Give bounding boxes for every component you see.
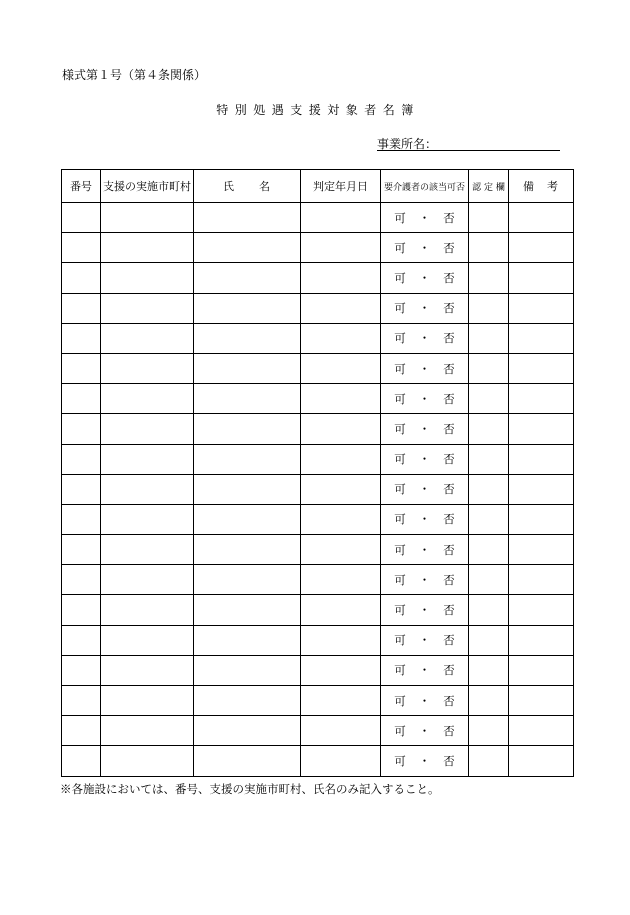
- cell-municipality[interactable]: [101, 686, 194, 716]
- cell-municipality[interactable]: [101, 625, 194, 655]
- table-row: [62, 384, 574, 414]
- office-name-label: 事業所名：: [377, 137, 438, 151]
- cell-number[interactable]: [62, 233, 101, 263]
- footnote: ※各施設においては、番号、支援の実施市町村、氏名のみ記入すること。: [60, 782, 440, 796]
- cell-municipality[interactable]: [101, 323, 194, 353]
- table-row: [62, 414, 574, 444]
- cell-approval[interactable]: [469, 384, 509, 414]
- cell-care-eligibility[interactable]: [381, 504, 469, 534]
- option-separator: ・: [418, 512, 431, 527]
- cell-approval[interactable]: [469, 595, 509, 625]
- cell-name[interactable]: [194, 625, 301, 655]
- cell-name[interactable]: [194, 716, 301, 746]
- option-no[interactable]: 否: [443, 723, 455, 738]
- option-no[interactable]: 否: [443, 512, 455, 527]
- cell-remarks[interactable]: [509, 504, 574, 534]
- col-header-remarks: 備 考: [509, 170, 574, 203]
- cell-date[interactable]: [301, 444, 381, 474]
- option-separator: ・: [418, 753, 431, 768]
- cell-number[interactable]: [62, 474, 101, 504]
- option-yes[interactable]: 可: [394, 663, 406, 678]
- cell-date[interactable]: [301, 595, 381, 625]
- option-no[interactable]: 否: [443, 572, 455, 587]
- option-no[interactable]: 否: [443, 391, 455, 406]
- option-separator: ・: [418, 723, 431, 738]
- cell-approval[interactable]: [469, 414, 509, 444]
- cell-care-eligibility[interactable]: [381, 353, 469, 383]
- cell-number[interactable]: [62, 746, 101, 776]
- cell-municipality[interactable]: [101, 474, 194, 504]
- cell-name[interactable]: [194, 384, 301, 414]
- table-row: [62, 323, 574, 353]
- col-header-judgement-date: 判定年月日: [301, 170, 381, 203]
- cell-municipality[interactable]: [101, 414, 194, 444]
- option-no[interactable]: 否: [443, 301, 455, 316]
- cell-approval[interactable]: [469, 504, 509, 534]
- table-row: [62, 263, 574, 293]
- cell-date[interactable]: [301, 323, 381, 353]
- table-row: [62, 504, 574, 534]
- cell-remarks[interactable]: [509, 625, 574, 655]
- option-separator: ・: [418, 633, 431, 648]
- cell-date[interactable]: [301, 625, 381, 655]
- form-number: 様式第１号（第４条関係）: [62, 68, 207, 82]
- cell-remarks[interactable]: [509, 746, 574, 776]
- cell-name[interactable]: [194, 203, 301, 233]
- cell-remarks[interactable]: [509, 565, 574, 595]
- cell-approval[interactable]: [469, 353, 509, 383]
- cell-municipality[interactable]: [101, 263, 194, 293]
- cell-approval[interactable]: [469, 625, 509, 655]
- cell-care-eligibility[interactable]: [381, 565, 469, 595]
- cell-number[interactable]: [62, 595, 101, 625]
- cell-approval[interactable]: [469, 686, 509, 716]
- cell-municipality[interactable]: [101, 535, 194, 565]
- cell-care-eligibility[interactable]: [381, 444, 469, 474]
- option-separator: ・: [418, 482, 431, 497]
- cell-care-eligibility[interactable]: [381, 595, 469, 625]
- option-separator: ・: [418, 331, 431, 346]
- cell-care-eligibility[interactable]: [381, 535, 469, 565]
- option-yes[interactable]: 可: [394, 482, 406, 497]
- cell-name[interactable]: [194, 686, 301, 716]
- cell-remarks[interactable]: [509, 384, 574, 414]
- col-header-care-eligibility: 要介護者の該当可否: [381, 170, 469, 203]
- cell-municipality[interactable]: [101, 203, 194, 233]
- cell-name[interactable]: [194, 746, 301, 776]
- cell-name[interactable]: [194, 233, 301, 263]
- cell-municipality[interactable]: [101, 353, 194, 383]
- cell-remarks[interactable]: [509, 203, 574, 233]
- cell-number[interactable]: [62, 384, 101, 414]
- cell-approval[interactable]: [469, 565, 509, 595]
- cell-municipality[interactable]: [101, 233, 194, 263]
- cell-date[interactable]: [301, 384, 381, 414]
- cell-date[interactable]: [301, 504, 381, 534]
- option-no[interactable]: 否: [443, 361, 455, 376]
- option-yes[interactable]: 可: [394, 210, 406, 225]
- cell-date[interactable]: [301, 655, 381, 685]
- option-no[interactable]: 否: [443, 633, 455, 648]
- option-yes[interactable]: 可: [394, 542, 406, 557]
- cell-number[interactable]: [62, 716, 101, 746]
- col-header-number: 番号: [62, 170, 101, 203]
- option-yes[interactable]: 可: [394, 452, 406, 467]
- cell-remarks[interactable]: [509, 263, 574, 293]
- cell-number[interactable]: [62, 655, 101, 685]
- option-no[interactable]: 否: [443, 240, 455, 255]
- cell-municipality[interactable]: [101, 595, 194, 625]
- cell-care-eligibility[interactable]: [381, 474, 469, 504]
- cell-number[interactable]: [62, 504, 101, 534]
- option-no[interactable]: 否: [443, 421, 455, 436]
- cell-date[interactable]: [301, 686, 381, 716]
- option-no[interactable]: 否: [443, 452, 455, 467]
- cell-name[interactable]: [194, 535, 301, 565]
- cell-number[interactable]: [62, 323, 101, 353]
- cell-date[interactable]: [301, 263, 381, 293]
- option-separator: ・: [418, 361, 431, 376]
- table-row: [62, 716, 574, 746]
- col-header-municipality: 支援の実施市町村: [101, 170, 194, 203]
- option-no[interactable]: 否: [443, 210, 455, 225]
- header-row: [62, 170, 574, 203]
- table-row: [62, 233, 574, 263]
- cell-municipality[interactable]: [101, 655, 194, 685]
- cell-name[interactable]: [194, 565, 301, 595]
- cell-remarks[interactable]: [509, 323, 574, 353]
- cell-remarks[interactable]: [509, 535, 574, 565]
- table-row: [62, 655, 574, 685]
- cell-name[interactable]: [194, 263, 301, 293]
- cell-name[interactable]: [194, 595, 301, 625]
- cell-date[interactable]: [301, 414, 381, 444]
- option-separator: ・: [418, 693, 431, 708]
- cell-number[interactable]: [62, 263, 101, 293]
- cell-care-eligibility[interactable]: [381, 323, 469, 353]
- table-row: [62, 686, 574, 716]
- office-name-underline: [377, 150, 560, 151]
- option-yes[interactable]: 可: [394, 572, 406, 587]
- option-no[interactable]: 否: [443, 542, 455, 557]
- cell-municipality[interactable]: [101, 565, 194, 595]
- cell-remarks[interactable]: [509, 655, 574, 685]
- cell-municipality[interactable]: [101, 504, 194, 534]
- cell-care-eligibility[interactable]: [381, 655, 469, 685]
- cell-number[interactable]: [62, 686, 101, 716]
- cell-approval[interactable]: [469, 655, 509, 685]
- option-yes[interactable]: 可: [394, 361, 406, 376]
- cell-municipality[interactable]: [101, 444, 194, 474]
- option-yes[interactable]: 可: [394, 753, 406, 768]
- roster-table: [61, 169, 574, 777]
- option-yes[interactable]: 可: [394, 240, 406, 255]
- cell-number[interactable]: [62, 353, 101, 383]
- cell-remarks[interactable]: [509, 686, 574, 716]
- cell-care-eligibility[interactable]: [381, 625, 469, 655]
- cell-approval[interactable]: [469, 474, 509, 504]
- table-row: [62, 353, 574, 383]
- cell-municipality[interactable]: [101, 716, 194, 746]
- cell-name[interactable]: [194, 323, 301, 353]
- cell-approval[interactable]: [469, 746, 509, 776]
- cell-remarks[interactable]: [509, 233, 574, 263]
- option-separator: ・: [418, 452, 431, 467]
- option-no[interactable]: 否: [443, 693, 455, 708]
- cell-name[interactable]: [194, 293, 301, 323]
- option-separator: ・: [418, 663, 431, 678]
- cell-name[interactable]: [194, 414, 301, 444]
- cell-approval[interactable]: [469, 233, 509, 263]
- option-no[interactable]: 否: [443, 753, 455, 768]
- cell-remarks[interactable]: [509, 353, 574, 383]
- option-yes[interactable]: 可: [394, 331, 406, 346]
- cell-care-eligibility[interactable]: [381, 686, 469, 716]
- cell-care-eligibility[interactable]: [381, 414, 469, 444]
- cell-name[interactable]: [194, 353, 301, 383]
- table-row: [62, 444, 574, 474]
- cell-approval[interactable]: [469, 444, 509, 474]
- option-no[interactable]: 否: [443, 663, 455, 678]
- cell-date[interactable]: [301, 716, 381, 746]
- cell-date[interactable]: [301, 203, 381, 233]
- option-separator: ・: [418, 572, 431, 587]
- option-yes[interactable]: 可: [394, 693, 406, 708]
- cell-date[interactable]: [301, 233, 381, 263]
- table-row: [62, 625, 574, 655]
- col-header-name: 氏 名: [194, 170, 301, 203]
- cell-care-eligibility[interactable]: [381, 263, 469, 293]
- cell-remarks[interactable]: [509, 444, 574, 474]
- cell-number[interactable]: [62, 565, 101, 595]
- option-separator: ・: [418, 210, 431, 225]
- table-row: [62, 203, 574, 233]
- cell-remarks[interactable]: [509, 595, 574, 625]
- cell-number[interactable]: [62, 414, 101, 444]
- cell-number[interactable]: [62, 535, 101, 565]
- option-yes[interactable]: 可: [394, 633, 406, 648]
- cell-date[interactable]: [301, 474, 381, 504]
- option-separator: ・: [418, 301, 431, 316]
- cell-date[interactable]: [301, 565, 381, 595]
- cell-care-eligibility[interactable]: [381, 203, 469, 233]
- option-separator: ・: [418, 421, 431, 436]
- cell-approval[interactable]: [469, 323, 509, 353]
- cell-name[interactable]: [194, 444, 301, 474]
- table-row: [62, 595, 574, 625]
- table-row: [62, 565, 574, 595]
- option-separator: ・: [418, 542, 431, 557]
- cell-approval[interactable]: [469, 203, 509, 233]
- document-title: 特別処遇支援対象者名簿: [216, 103, 420, 117]
- cell-approval[interactable]: [469, 293, 509, 323]
- cell-remarks[interactable]: [509, 414, 574, 444]
- cell-name[interactable]: [194, 655, 301, 685]
- cell-municipality[interactable]: [101, 384, 194, 414]
- cell-date[interactable]: [301, 746, 381, 776]
- table-row: [62, 474, 574, 504]
- option-separator: ・: [418, 270, 431, 285]
- cell-municipality[interactable]: [101, 293, 194, 323]
- cell-remarks[interactable]: [509, 474, 574, 504]
- option-separator: ・: [418, 240, 431, 255]
- cell-number[interactable]: [62, 293, 101, 323]
- option-no[interactable]: 否: [443, 270, 455, 285]
- roster-body: [62, 203, 574, 777]
- cell-date[interactable]: [301, 535, 381, 565]
- option-yes[interactable]: 可: [394, 391, 406, 406]
- table-row: [62, 293, 574, 323]
- cell-care-eligibility[interactable]: [381, 716, 469, 746]
- cell-number[interactable]: [62, 444, 101, 474]
- cell-approval[interactable]: [469, 535, 509, 565]
- cell-number[interactable]: [62, 203, 101, 233]
- option-no[interactable]: 否: [443, 603, 455, 618]
- cell-care-eligibility[interactable]: [381, 384, 469, 414]
- cell-name[interactable]: [194, 474, 301, 504]
- cell-date[interactable]: [301, 293, 381, 323]
- option-yes[interactable]: 可: [394, 270, 406, 285]
- option-yes[interactable]: 可: [394, 301, 406, 316]
- option-no[interactable]: 否: [443, 331, 455, 346]
- table-row: [62, 746, 574, 776]
- cell-approval[interactable]: [469, 716, 509, 746]
- office-name-field[interactable]: [377, 135, 560, 151]
- cell-remarks[interactable]: [509, 293, 574, 323]
- option-yes[interactable]: 可: [394, 421, 406, 436]
- cell-date[interactable]: [301, 353, 381, 383]
- cell-remarks[interactable]: [509, 716, 574, 746]
- cell-municipality[interactable]: [101, 746, 194, 776]
- option-separator: ・: [418, 391, 431, 406]
- option-no[interactable]: 否: [443, 482, 455, 497]
- table-row: [62, 535, 574, 565]
- option-separator: ・: [418, 603, 431, 618]
- cell-care-eligibility[interactable]: [381, 233, 469, 263]
- option-yes[interactable]: 可: [394, 512, 406, 527]
- cell-approval[interactable]: [469, 263, 509, 293]
- cell-name[interactable]: [194, 504, 301, 534]
- cell-care-eligibility[interactable]: [381, 746, 469, 776]
- option-yes[interactable]: 可: [394, 603, 406, 618]
- option-yes[interactable]: 可: [394, 723, 406, 738]
- cell-number[interactable]: [62, 625, 101, 655]
- col-header-approval: 認 定 欄: [469, 170, 509, 203]
- cell-care-eligibility[interactable]: [381, 293, 469, 323]
